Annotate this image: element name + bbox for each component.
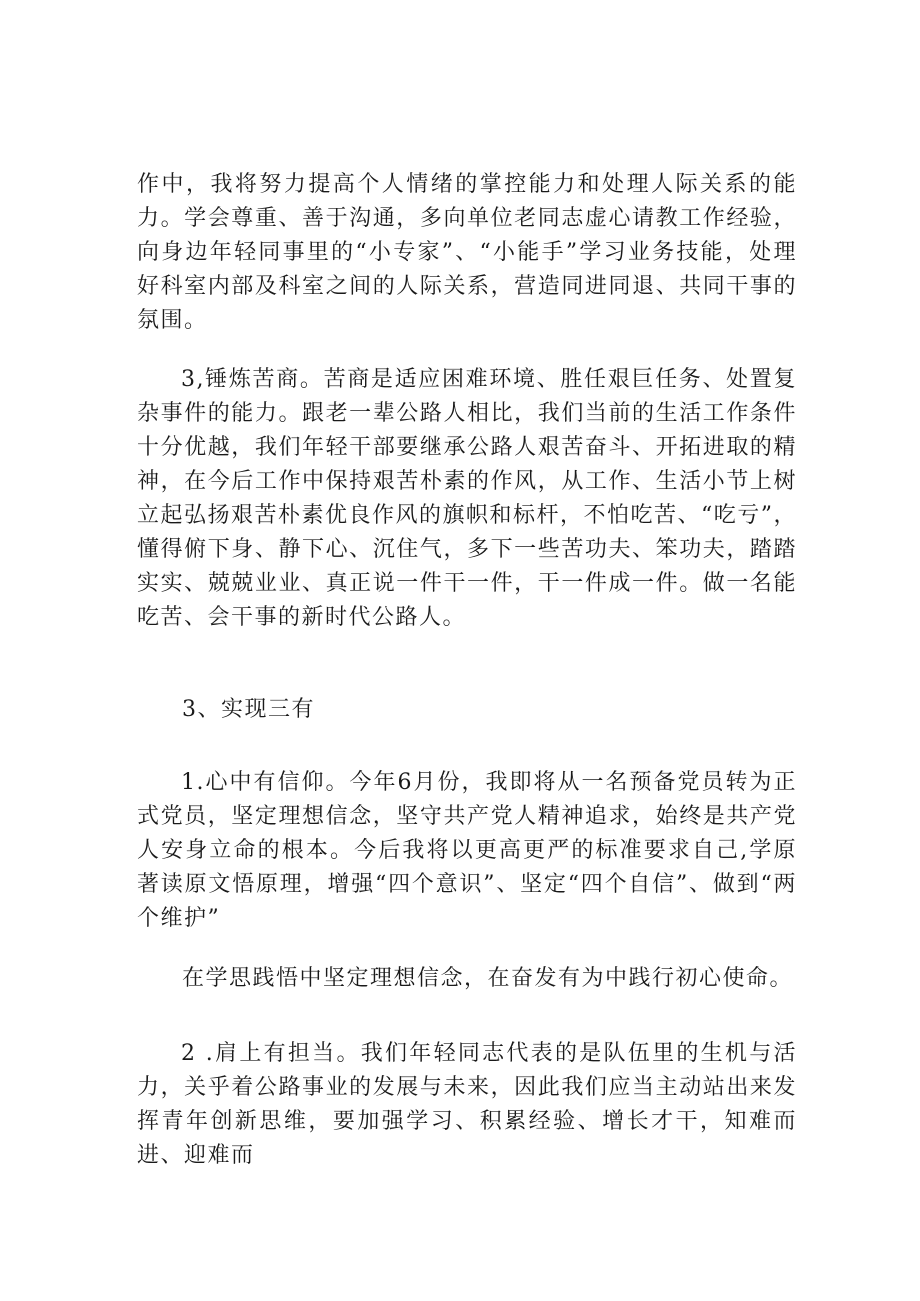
paragraph-interpersonal-skills: 作中，我将努力提高个人情绪的掌控能力和处理人际关系的能力。学会尊重、善于沟通，多向单位老同志虚心请教工作经验，向身边年轻同事里的“小专家”、“小能手”学习业务技能，处理好科室内部及科室之间的人际关系，营造同进同退、共同干事的氛围。 xyxy=(137,172,797,333)
paragraph-ideals-mission: 在学思践悟中坚定理想信念，在奋发有为中践行初心使命。 xyxy=(182,966,794,991)
paragraph-responsibility: 2 .肩上有担当。我们年轻同志代表的是队伍里的生机与活力，关乎着公路事业的发展与未来，因此我们应当主动站出来发挥青年创新思维，要加强学习、积累经验、增长才干，知难而进、迎难而 xyxy=(137,1041,797,1168)
paragraph-faith-in-heart: 1.心中有信仰。今年6月份，我即将从一名预备党员转为正式党员，坚定理想信念，坚守共产党人精神追求，始终是共产党人安身立命的根本。今后我将以更高更严的标准要求自己,学原著读原文悟原理，增强“四个意识”、坚定“四个自信”、做到“两个维护” xyxy=(137,770,797,931)
paragraph-hardship-quotient: 3,锤炼苦商。苦商是适应困难环境、胜任艰巨任务、处置复杂事件的能力。跟老一辈公路人相比，我们当前的生活工作条件十分优越，我们年轻干部要继承公路人艰苦奋斗、开拓进取的精神，在今后工作中保持艰苦朴素的作风，从工作、生活小节上树立起弘扬艰苦朴素优良作风的旗帜和标杆，不怕吃苦、“吃亏”，懂得俯下身、静下心、沉住气，多下一些苦功夫、笨功夫，踏踏实实、兢兢业业、真正说一件干一件，干一件成一件。做一名能吃苦、会干事的新时代公路人。 xyxy=(137,367,797,630)
section-heading-three-haves: 3、实现三有 xyxy=(182,697,315,722)
